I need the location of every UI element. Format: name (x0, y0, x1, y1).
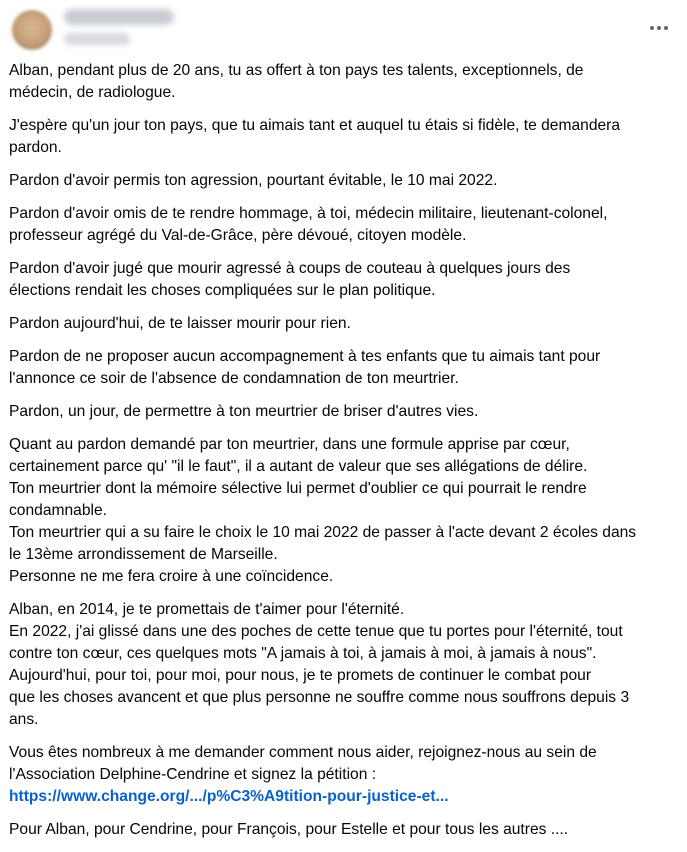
text-line: J'espère qu'un jour ton pays, que tu aimais tant et auquel tu étais si fidèle, te demandera (9, 117, 621, 134)
paragraph (9, 819, 681, 841)
text-line: Pardon de ne proposer aucun accompagnement à tes enfants que tu aimais tant pour (9, 348, 601, 365)
text-line: Alban, pendant plus de 20 ans, tu as offert à ton pays tes talents, exceptionnels, de (9, 62, 584, 79)
text-line: le 13ème arrondissement de Marseille. (9, 546, 278, 563)
text-line: Pardon d'avoir permis ton agression, pourtant évitable, le 10 mai 2022. (9, 172, 498, 189)
post-body (9, 60, 681, 852)
text-line: Ton meurtrier qui a su faire le choix le 10 mai 2022 de passer à l'acte devant 2 écoles dans (9, 524, 637, 541)
text-line: ans. (9, 711, 39, 728)
text-line: Alban, en 2014, je te promettais de t'aimer pour l'éternité. (9, 601, 405, 618)
paragraph (9, 346, 681, 390)
text-line: Personne ne me fera croire à une coïncidence. (9, 568, 334, 585)
paragraph (9, 313, 681, 335)
text-line: condamnable. (9, 502, 107, 519)
paragraph (9, 258, 681, 302)
more-options-button[interactable] (647, 16, 671, 40)
post-meta[interactable] (64, 33, 130, 45)
text-line: Pardon d'avoir jugé que mourir agressé à coups de couteau à quelques jours des (9, 260, 571, 277)
paragraph (9, 742, 681, 808)
paragraph (9, 115, 681, 159)
more-horizontal-icon (657, 26, 661, 30)
text-line: professeur agrégé du Val-de-Grâce, père dévoué, citoyen modèle. (9, 227, 467, 244)
text-line: certainement parce qu' "il le faut", il a autant de valeur que ses allégations de délire. (9, 458, 588, 475)
text-line: Quant au pardon demandé par ton meurtrier, dans une formule apprise par cœur, (9, 436, 570, 453)
text-line: contre ton cœur, ces quelques mots "A jamais à toi, à jamais à moi, à jamais à nous". (9, 645, 597, 662)
text-line: Aujourd'hui, pour toi, pour moi, pour nous, je te promets de continuer le combat pour (9, 667, 592, 684)
text-line: médecin, de radiologue. (9, 84, 176, 101)
text-line: l'annonce ce soir de l'absence de condamnation de ton meurtrier. (9, 370, 459, 387)
text-line: Pardon aujourd'hui, de te laisser mourir pour rien. (9, 315, 351, 332)
paragraph (9, 599, 681, 731)
paragraph (9, 60, 681, 104)
text-line: que les choses avancent et que plus personne ne souffre comme nous souffrons depuis 3 (9, 689, 630, 706)
text-line: Pardon d'avoir omis de te rendre hommage, à toi, médecin militaire, lieutenant-colonel, (9, 205, 608, 222)
text-line: En 2022, j'ai glissé dans une des poches de cette tenue que tu portes pour l'éternité, tout (9, 623, 623, 640)
text-line: élections rendait les choses compliquées sur le plan politique. (9, 282, 436, 299)
text-line: pardon. (9, 139, 62, 156)
text-line: Vous êtes nombreux à me demander comment nous aider, rejoignez-nous au sein de (9, 744, 597, 761)
text-line: Pour Alban, pour Cendrine, pour François, pour Estelle et pour tous les autres .... (9, 821, 569, 838)
more-horizontal-icon (664, 26, 668, 30)
text-line: Pardon, un jour, de permettre à ton meurtrier de briser d'autres vies. (9, 403, 479, 420)
text-line: Ton meurtrier dont la mémoire sélective lui permet d'oublier ce qui pourrait le rendre (9, 480, 587, 497)
paragraph (9, 401, 681, 423)
author-name[interactable] (64, 9, 174, 25)
text-line: l'Association Delphine-Cendrine et signez la pétition : (9, 766, 377, 783)
petition-link[interactable]: https://www.change.org/.../p%C3%A9tition-pour-justice-et... (9, 788, 449, 805)
more-horizontal-icon (650, 26, 654, 30)
paragraph (9, 434, 681, 588)
paragraph (9, 170, 681, 192)
post-header (0, 0, 687, 58)
paragraph (9, 203, 681, 247)
avatar[interactable] (12, 10, 52, 50)
